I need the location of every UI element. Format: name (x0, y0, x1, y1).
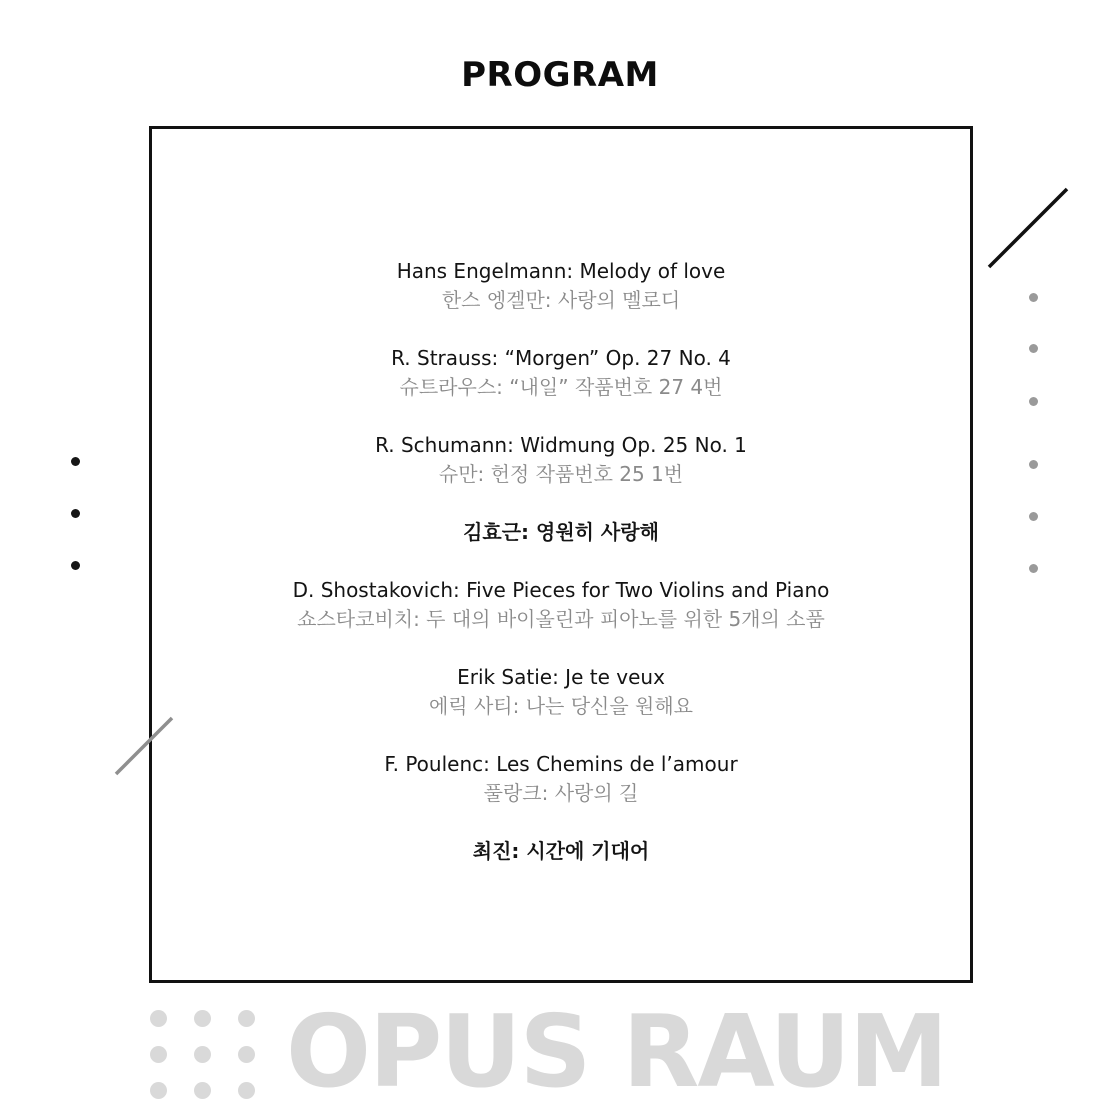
brand-dot (194, 1082, 211, 1099)
piece-title-en: F. Poulenc: Les Chemins de l’amour (384, 752, 738, 776)
piece-title-ko: 풀랑크: 사랑의 길 (483, 781, 639, 805)
piece-title-ko-main: 김효근: 영원히 사랑해 (463, 520, 659, 544)
piece-title-ko: 슈트라우스: “내일” 작품번호 27 4번 (399, 375, 723, 399)
brand-dot (238, 1046, 255, 1063)
decor-slash-line (989, 189, 1067, 267)
brand-dot (150, 1082, 167, 1099)
piece-title-en: R. Strauss: “Morgen” Op. 27 No. 4 (391, 346, 731, 370)
brand-dot (238, 1010, 255, 1027)
piece-title-en: Hans Engelmann: Melody of love (396, 259, 726, 283)
brand-name: OPUS RAUM (286, 993, 947, 1110)
page-title: PROGRAM (461, 55, 659, 95)
piece-title-ko-main: 최진: 시간에 기대어 (472, 839, 650, 863)
brand-logo (150, 993, 980, 1110)
piece-title-ko: 슈만: 헌정 작품번호 25 1번 (438, 462, 684, 486)
brand-dot (194, 1010, 211, 1027)
brand-dot (194, 1046, 211, 1063)
piece-title-en: R. Schumann: Widmung Op. 25 No. 1 (375, 433, 747, 457)
decor-slash-line (116, 718, 172, 774)
piece-title-en: D. Shostakovich: Five Pieces for Two Violins and Piano (292, 578, 830, 602)
piece-title-ko: 쇼스타코비치: 두 대의 바이올린과 피아노를 위한 5개의 소품 (297, 607, 825, 631)
brand-dot (150, 1046, 167, 1063)
brand-dot (238, 1082, 255, 1099)
piece-title-ko: 에릭 사티: 나는 당신을 원해요 (428, 694, 693, 718)
piece-title-ko: 한스 엥겔만: 사랑의 멜로디 (441, 288, 681, 312)
brand-dot (150, 1010, 167, 1027)
piece-title-en: Erik Satie: Je te veux (457, 665, 665, 689)
